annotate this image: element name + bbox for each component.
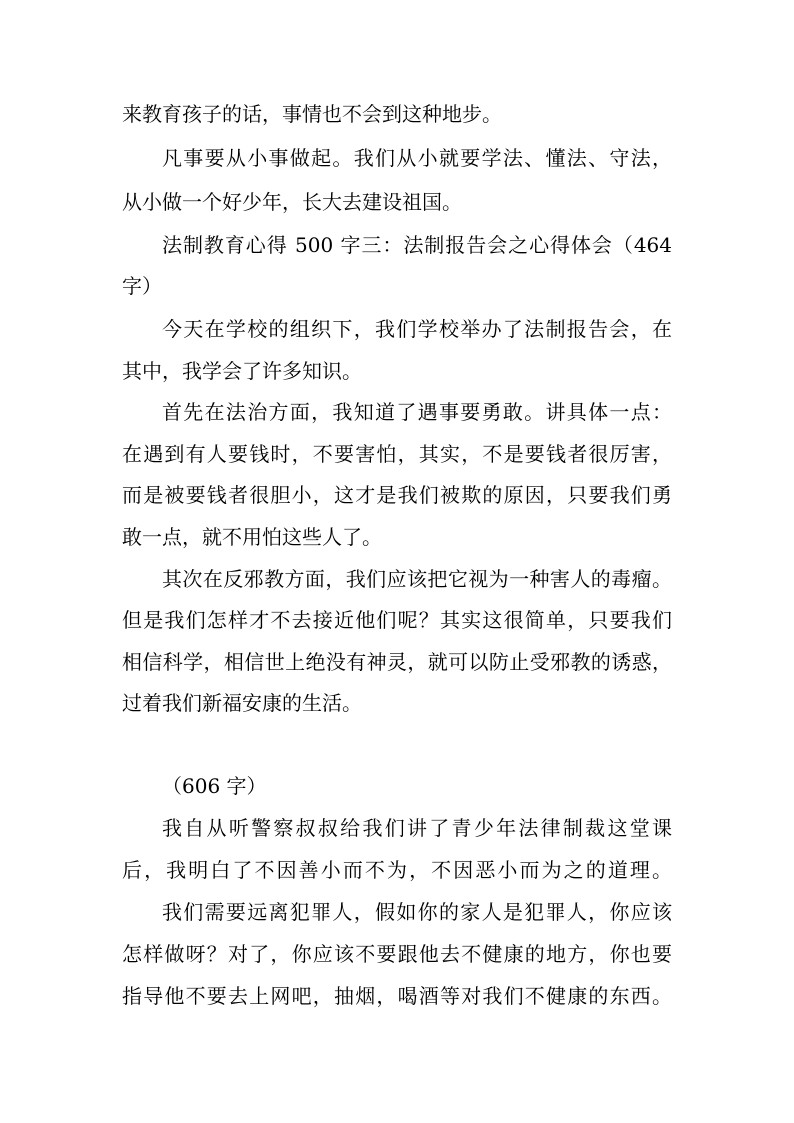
- text-line-21: 指导他不要去上网吧，抽烟，喝酒等对我们不健康的东西。: [122, 984, 672, 1008]
- text-line-1: 来教育孩子的话，事情也不会到这种地步。: [122, 102, 502, 126]
- text-line-18: 后，我明白了不因善小而不为，不因恶小而为之的道理。: [122, 858, 672, 882]
- text-line-7: 其中，我学会了许多知识。: [122, 359, 362, 383]
- text-line-19: 我们需要远离犯罪人，假如你的家人是犯罪人，你应该: [162, 900, 672, 924]
- section-heading-line-2: 字）: [122, 274, 162, 298]
- text-line-20: 怎样做呀？对了，你应该不要跟他去不健康的地方，你也要: [122, 942, 672, 966]
- section-heading-line-1: 法制教育心得 500 字三：法制报告会之心得体会（464: [162, 233, 672, 257]
- word-count-label: （606 字）: [162, 774, 267, 798]
- text-line-9: 在遇到有人要钱时，不要害怕，其实，不是要钱者很厉害，: [122, 442, 672, 466]
- text-line-3: 从小做一个好少年，长大去建设祖国。: [122, 190, 462, 214]
- text-line-17: 我自从听警察叔叔给我们讲了青少年法律制裁这堂课: [162, 816, 672, 840]
- text-line-12: 其次在反邪教方面，我们应该把它视为一种害人的毒瘤。: [162, 567, 672, 591]
- text-line-13: 但是我们怎样才不去接近他们呢？其实这很简单，只要我们: [122, 608, 672, 632]
- text-line-8: 首先在法治方面，我知道了遇事要勇敢。讲具体一点：: [162, 400, 672, 424]
- text-line-14: 相信科学，相信世上绝没有神灵，就可以防止受邪教的诱惑，: [122, 650, 672, 674]
- text-line-2: 凡事要从小事做起。我们从小就要学法、懂法、守法，: [162, 146, 672, 170]
- text-line-11: 敢一点，就不用怕这些人了。: [122, 525, 382, 549]
- text-line-6: 今天在学校的组织下，我们学校举办了法制报告会，在: [162, 317, 672, 341]
- text-line-10: 而是被要钱者很胆小，这才是我们被欺的原因，只要我们勇: [122, 483, 672, 507]
- text-line-15: 过着我们新福安康的生活。: [122, 691, 362, 715]
